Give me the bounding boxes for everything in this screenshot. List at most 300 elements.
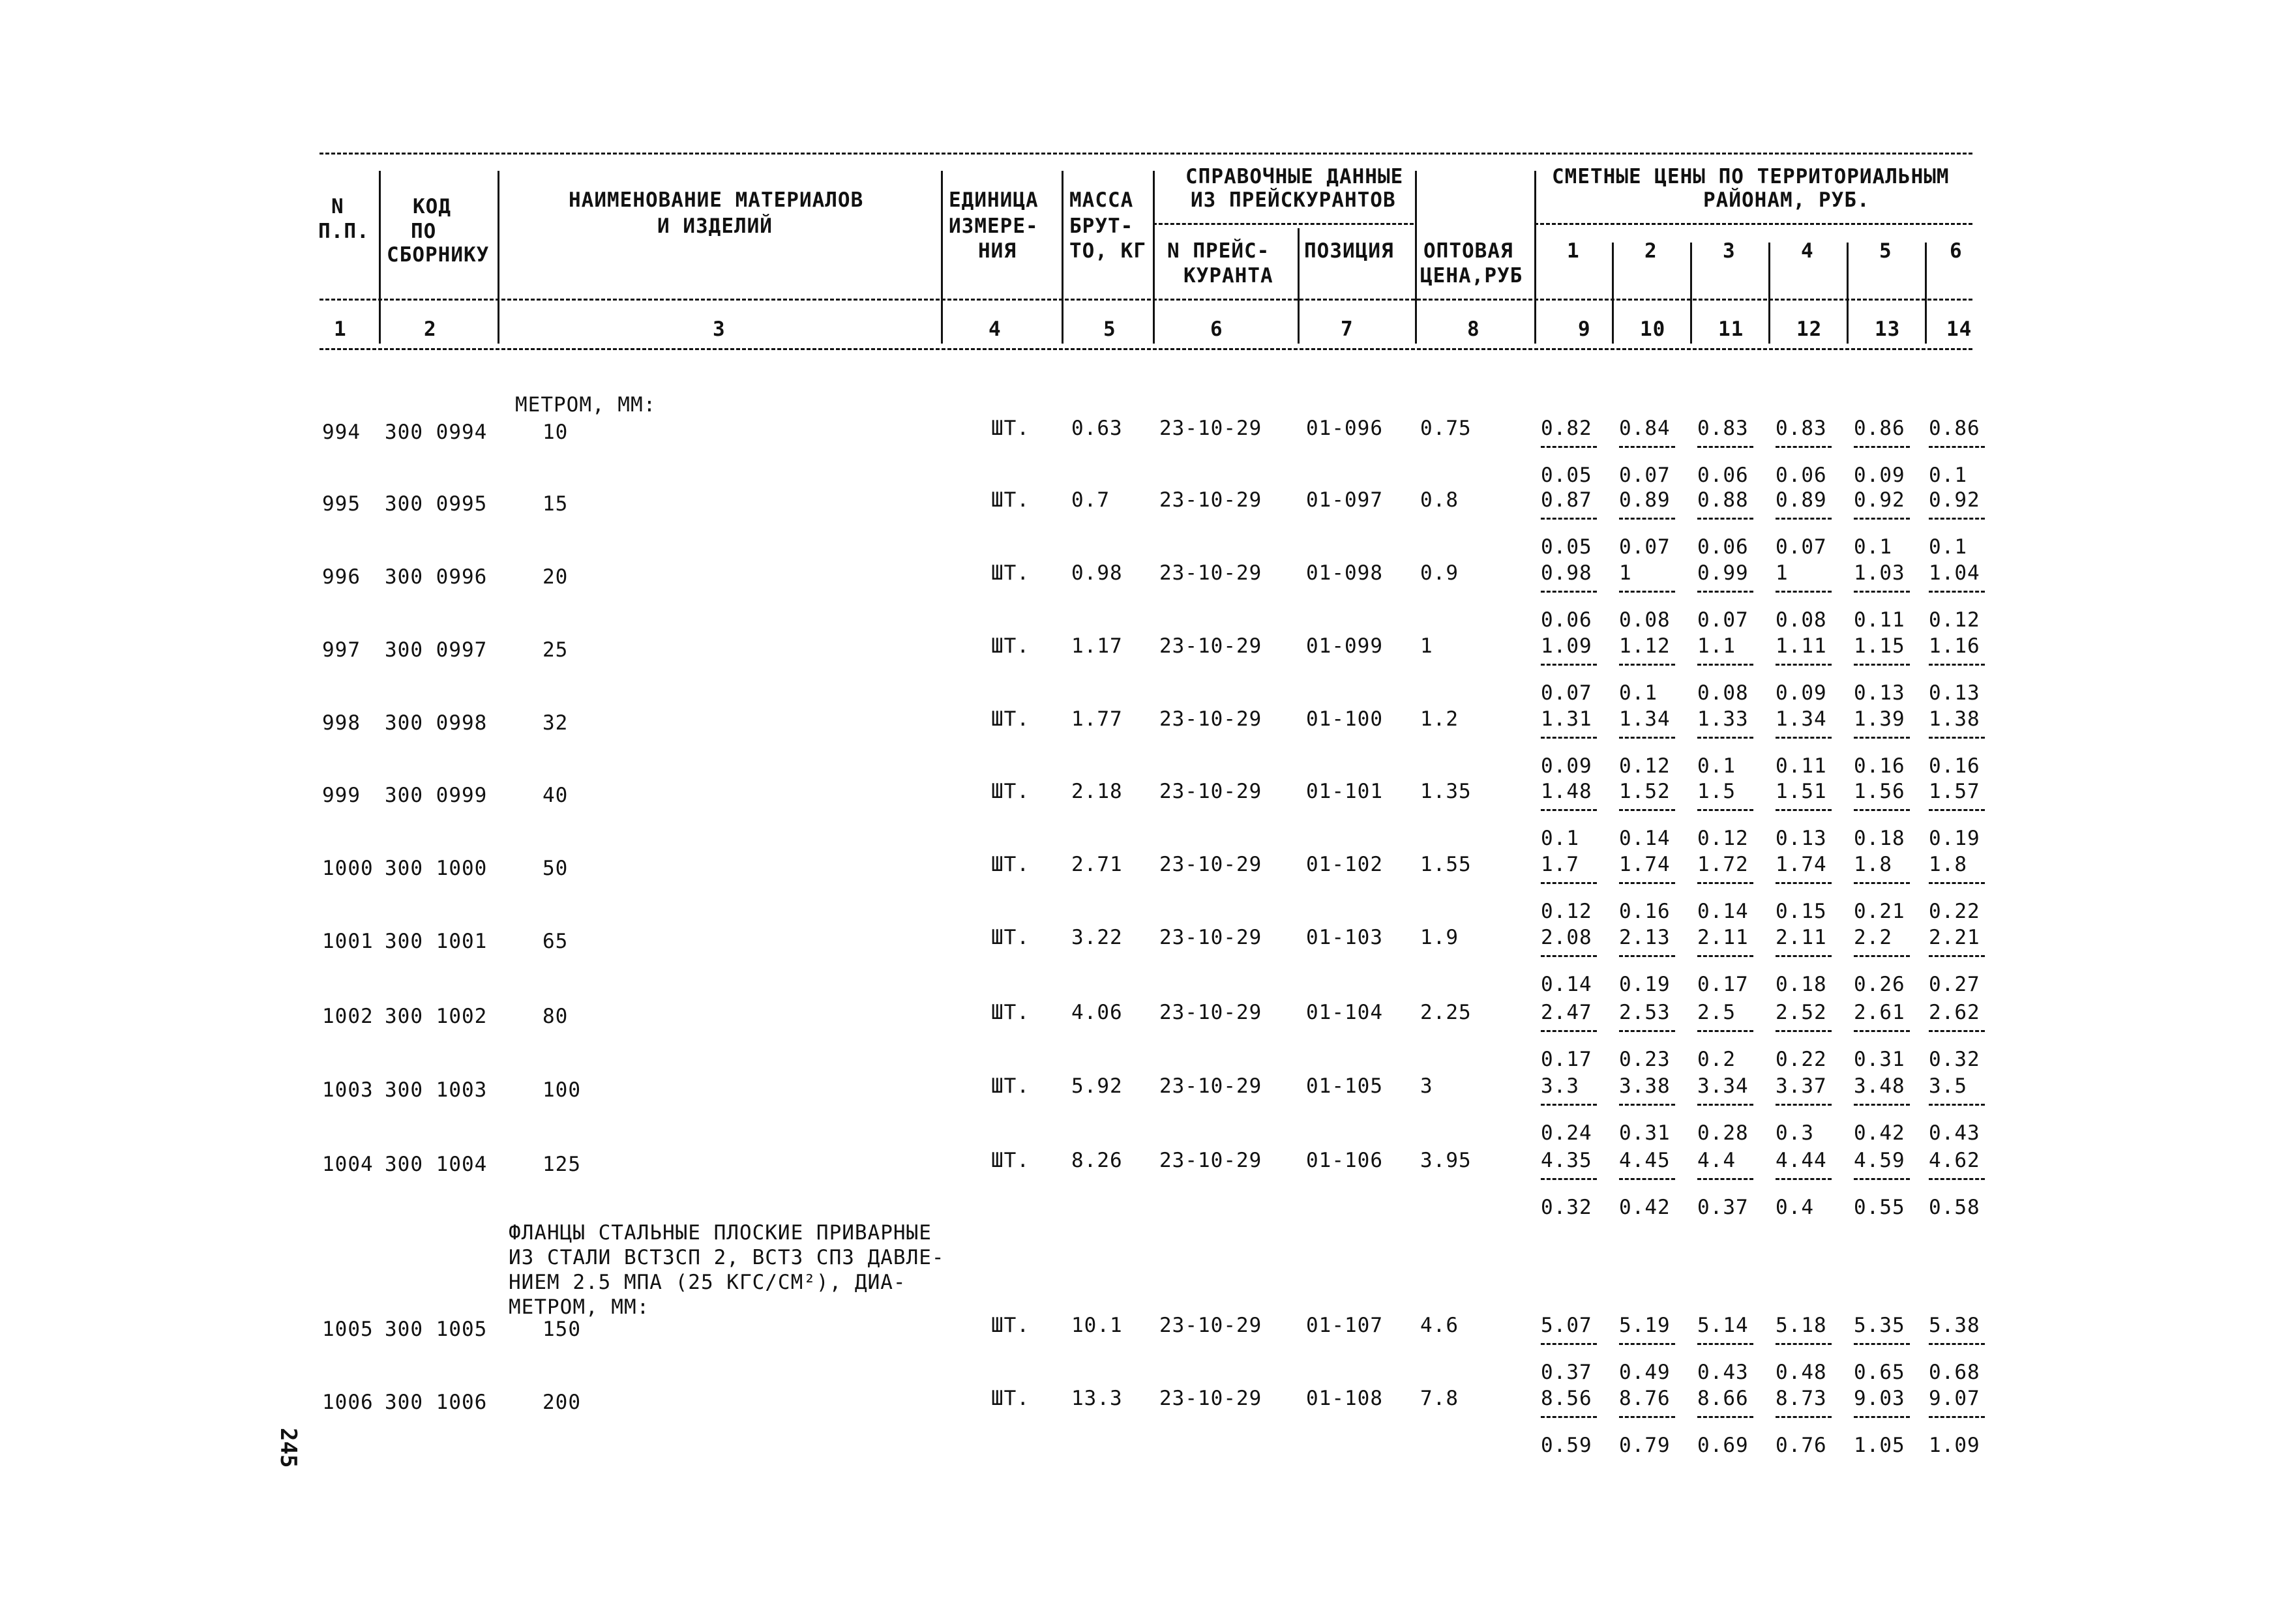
cell-wholesale: 1.35 — [1420, 780, 1472, 803]
header-n: N — [331, 195, 344, 218]
cell-price: 1.52 — [1619, 780, 1671, 803]
fraction-rule — [1776, 1030, 1832, 1032]
cell-price: 1.7 — [1541, 853, 1579, 876]
fraction-rule — [1929, 1416, 1985, 1418]
cell-price: 2.11 — [1697, 926, 1749, 949]
cell-number: 1004 — [322, 1153, 374, 1176]
fraction-rule — [1776, 1178, 1832, 1180]
cell-price-sub: 0.28 — [1697, 1121, 1749, 1145]
header-unit-sub2: НИЯ — [978, 239, 1017, 263]
cell-name: 125 — [543, 1153, 581, 1176]
cell-code: 300 0999 — [385, 784, 488, 807]
column-number: 10 — [1640, 317, 1666, 341]
cell-price-sub: 0.08 — [1619, 608, 1671, 632]
cell-price-sub: 0.55 — [1854, 1196, 1905, 1219]
cell-price: 1.34 — [1619, 707, 1671, 731]
fraction-rule — [1619, 1343, 1675, 1345]
header-region: 2 — [1644, 239, 1658, 263]
cell-price: 2.61 — [1854, 1001, 1905, 1024]
header-inner-rule — [1153, 223, 1414, 225]
cell-position: 01-108 — [1306, 1387, 1383, 1410]
cell-mass: 2.71 — [1071, 853, 1123, 876]
cell-price: 0.98 — [1541, 561, 1592, 585]
cell-name: 32 — [543, 711, 569, 735]
cell-code: 300 1000 — [385, 857, 488, 880]
cell-wholesale: 7.8 — [1420, 1387, 1459, 1410]
cell-unit: ШТ. — [991, 1314, 1030, 1337]
header-divider — [941, 171, 943, 344]
cell-pricelist: 23-10-29 — [1159, 561, 1262, 585]
cell-price: 3.34 — [1697, 1074, 1749, 1098]
fraction-rule — [1854, 955, 1910, 957]
fraction-rule — [1697, 737, 1753, 739]
cell-price: 1.31 — [1541, 707, 1592, 731]
cell-mass: 10.1 — [1071, 1314, 1123, 1337]
cell-price: 9.07 — [1929, 1387, 1980, 1410]
cell-price: 1.1 — [1697, 634, 1736, 658]
cell-price-sub: 0.69 — [1697, 1434, 1749, 1457]
fraction-rule — [1619, 1030, 1675, 1032]
cell-wholesale: 1.55 — [1420, 853, 1472, 876]
fraction-rule — [1541, 1416, 1597, 1418]
fraction-rule — [1619, 446, 1675, 448]
cell-position: 01-107 — [1306, 1314, 1383, 1337]
cell-price: 2.08 — [1541, 926, 1592, 949]
cell-pricelist: 23-10-29 — [1159, 1074, 1262, 1098]
header-name-sub: И ИЗДЕЛИЙ — [657, 214, 773, 238]
cell-price: 1.51 — [1776, 780, 1827, 803]
fraction-rule — [1776, 955, 1832, 957]
cell-price-sub: 0.09 — [1776, 681, 1827, 705]
cell-code: 300 1005 — [385, 1318, 488, 1341]
cell-price-sub: 0.13 — [1776, 827, 1827, 850]
header-divider — [1847, 243, 1849, 344]
cell-price: 4.4 — [1697, 1149, 1736, 1172]
cell-name: 10 — [543, 421, 569, 444]
cell-price: 1.38 — [1929, 707, 1980, 731]
fraction-rule — [1619, 809, 1675, 811]
cell-price: 0.88 — [1697, 488, 1749, 512]
fraction-rule — [1854, 591, 1910, 593]
cell-position: 01-103 — [1306, 926, 1383, 949]
cell-pricelist: 23-10-29 — [1159, 1001, 1262, 1024]
cell-unit: ШТ. — [991, 926, 1030, 949]
cell-price: 5.38 — [1929, 1314, 1980, 1337]
header-divider — [1298, 228, 1300, 344]
cell-pricelist: 23-10-29 — [1159, 1387, 1262, 1410]
cell-price-sub: 0.16 — [1619, 900, 1671, 923]
cell-price: 0.82 — [1541, 417, 1592, 440]
fraction-rule — [1929, 1030, 1985, 1032]
cell-price-sub: 0.23 — [1619, 1048, 1671, 1071]
cell-number: 1006 — [322, 1391, 374, 1414]
cell-wholesale: 1.2 — [1420, 707, 1459, 731]
cell-wholesale: 0.9 — [1420, 561, 1459, 585]
column-number: 13 — [1875, 317, 1901, 341]
fraction-rule — [1619, 591, 1675, 593]
fraction-rule — [1619, 664, 1675, 666]
fraction-rule — [1541, 809, 1597, 811]
column-number: 12 — [1796, 317, 1822, 341]
cell-price: 4.44 — [1776, 1149, 1827, 1172]
cell-price: 1.04 — [1929, 561, 1980, 585]
cell-mass: 0.98 — [1071, 561, 1123, 585]
cell-unit: ШТ. — [991, 488, 1030, 512]
cell-price: 4.59 — [1854, 1149, 1905, 1172]
cell-wholesale: 1.9 — [1420, 926, 1459, 949]
cell-code: 300 0995 — [385, 492, 488, 516]
cell-price-sub: 0.07 — [1697, 608, 1749, 632]
cell-position: 01-097 — [1306, 488, 1383, 512]
fraction-rule — [1929, 591, 1985, 593]
fraction-rule — [1697, 664, 1753, 666]
cell-price-sub: 1.05 — [1854, 1434, 1905, 1457]
cell-position: 01-105 — [1306, 1074, 1383, 1098]
column-number: 5 — [1103, 317, 1116, 341]
fraction-rule — [1776, 591, 1832, 593]
header-divider — [1612, 243, 1614, 344]
header-prices: СМЕТНЫЕ ЦЕНЫ ПО ТЕРРИТОРИАЛЬНЫМ — [1552, 165, 1950, 188]
cell-price-sub: 0.18 — [1854, 827, 1905, 850]
cell-pricelist: 23-10-29 — [1159, 417, 1262, 440]
fraction-rule — [1541, 591, 1597, 593]
cell-price-sub: 0.19 — [1929, 827, 1980, 850]
cell-price-sub: 0.1 — [1541, 827, 1579, 850]
cell-price: 0.87 — [1541, 488, 1592, 512]
cell-price-sub: 0.1 — [1854, 535, 1892, 559]
cell-price: 3.38 — [1619, 1074, 1671, 1098]
cell-price-sub: 0.09 — [1541, 754, 1592, 778]
cell-position: 01-096 — [1306, 417, 1383, 440]
cell-price-sub: 0.19 — [1619, 973, 1671, 996]
header-region: 1 — [1567, 239, 1580, 263]
cell-number: 995 — [322, 492, 361, 516]
cell-price: 4.45 — [1619, 1149, 1671, 1172]
header-divider — [1153, 171, 1155, 344]
column-number: 2 — [424, 317, 437, 341]
cell-unit: ШТ. — [991, 1074, 1030, 1098]
fraction-rule — [1619, 955, 1675, 957]
header-top-rule — [320, 153, 1972, 155]
cell-price: 1.74 — [1619, 853, 1671, 876]
cell-price: 1 — [1776, 561, 1789, 585]
cell-pricelist: 23-10-29 — [1159, 926, 1262, 949]
cell-name: 150 — [543, 1318, 581, 1341]
cell-name: 50 — [543, 857, 569, 880]
cell-code: 300 0994 — [385, 421, 488, 444]
fraction-rule — [1541, 1343, 1597, 1345]
cell-price-sub: 0.32 — [1541, 1196, 1592, 1219]
cell-price-sub: 0.12 — [1929, 608, 1980, 632]
cell-name: 80 — [543, 1005, 569, 1028]
cell-price: 0.83 — [1776, 417, 1827, 440]
cell-mass: 5.92 — [1071, 1074, 1123, 1098]
cell-wholesale: 2.25 — [1420, 1001, 1472, 1024]
cell-price: 2.13 — [1619, 926, 1671, 949]
cell-price: 2.21 — [1929, 926, 1980, 949]
fraction-rule — [1619, 1104, 1675, 1106]
header-pricelist: N ПРЕЙС- — [1167, 239, 1270, 263]
cell-price-sub: 0.4 — [1776, 1196, 1814, 1219]
header-mass-sub2: ТО, КГ — [1069, 239, 1146, 263]
cell-pricelist: 23-10-29 — [1159, 707, 1262, 731]
cell-price-sub: 0.05 — [1541, 464, 1592, 487]
cell-position: 01-104 — [1306, 1001, 1383, 1024]
cell-number: 996 — [322, 565, 361, 589]
cell-number: 1002 — [322, 1005, 374, 1028]
cell-unit: ШТ. — [991, 1387, 1030, 1410]
cell-mass: 1.77 — [1071, 707, 1123, 731]
cell-number: 1003 — [322, 1078, 374, 1102]
fraction-rule — [1854, 1178, 1910, 1180]
cell-wholesale: 4.6 — [1420, 1314, 1459, 1337]
fraction-rule — [1697, 591, 1753, 593]
cell-price-sub: 0.49 — [1619, 1361, 1671, 1384]
cell-price-sub: 0.14 — [1541, 973, 1592, 996]
header-region: 5 — [1879, 239, 1892, 263]
header-unit-sub: ИЗМЕРЕ- — [949, 214, 1039, 238]
fraction-rule — [1697, 1104, 1753, 1106]
cell-number: 997 — [322, 638, 361, 662]
cell-price-sub: 0.05 — [1541, 535, 1592, 559]
fraction-rule — [1854, 737, 1910, 739]
fraction-rule — [1541, 1104, 1597, 1106]
header-divider — [498, 171, 499, 344]
cell-price-sub: 0.37 — [1541, 1361, 1592, 1384]
fraction-rule — [1854, 1343, 1910, 1345]
fraction-rule — [1697, 955, 1753, 957]
cell-number: 994 — [322, 421, 361, 444]
cell-price: 1 — [1619, 561, 1632, 585]
cell-price-sub: 0.06 — [1776, 464, 1827, 487]
cell-price: 1.8 — [1929, 853, 1967, 876]
fraction-rule — [1541, 664, 1597, 666]
cell-name: 20 — [543, 565, 569, 589]
fraction-rule — [1929, 955, 1985, 957]
cell-pricelist: 23-10-29 — [1159, 853, 1262, 876]
header-unit: ЕДИНИЦА — [949, 188, 1039, 212]
cell-price-sub: 0.48 — [1776, 1361, 1827, 1384]
fraction-rule — [1541, 1178, 1597, 1180]
cell-price-sub: 0.37 — [1697, 1196, 1749, 1219]
fraction-rule — [1854, 446, 1910, 448]
cell-unit: ШТ. — [991, 1149, 1030, 1172]
cell-unit: ШТ. — [991, 853, 1030, 876]
cell-unit: ШТ. — [991, 561, 1030, 585]
fraction-rule — [1697, 518, 1753, 520]
header-inner-rule — [1534, 223, 1972, 225]
cell-price-sub: 0.43 — [1929, 1121, 1980, 1145]
cell-mass: 1.17 — [1071, 634, 1123, 658]
cell-price: 0.92 — [1929, 488, 1980, 512]
cell-wholesale: 3 — [1420, 1074, 1433, 1098]
header-pricelist-sub: КУРАНТА — [1183, 264, 1273, 288]
cell-price-sub: 0.13 — [1929, 681, 1980, 705]
header-reference: СПРАВОЧНЫЕ ДАННЫЕ — [1185, 165, 1404, 188]
cell-price-sub: 0.15 — [1776, 900, 1827, 923]
fraction-rule — [1697, 809, 1753, 811]
column-number: 1 — [334, 317, 347, 341]
cell-price: 8.56 — [1541, 1387, 1592, 1410]
cell-price: 1.33 — [1697, 707, 1749, 731]
cell-price-sub: 0.76 — [1776, 1434, 1827, 1457]
cell-mass: 0.63 — [1071, 417, 1123, 440]
cell-price-sub: 0.07 — [1541, 681, 1592, 705]
fraction-rule — [1929, 882, 1985, 884]
cell-price: 1.16 — [1929, 634, 1980, 658]
cell-position: 01-101 — [1306, 780, 1383, 803]
header-code-sub: ПО — [411, 220, 437, 243]
fraction-rule — [1619, 882, 1675, 884]
cell-price: 1.5 — [1697, 780, 1736, 803]
section-heading: МЕТРОМ, ММ: — [515, 393, 657, 417]
fraction-rule — [1697, 1343, 1753, 1345]
header-reference-sub: ИЗ ПРЕЙСКУРАНТОВ — [1191, 188, 1396, 212]
fraction-rule — [1854, 809, 1910, 811]
header-divider — [1768, 243, 1770, 344]
cell-code: 300 1006 — [385, 1391, 488, 1414]
cell-pricelist: 23-10-29 — [1159, 1149, 1262, 1172]
fraction-rule — [1854, 1416, 1910, 1418]
cell-price: 5.19 — [1619, 1314, 1671, 1337]
cell-price: 1.09 — [1541, 634, 1592, 658]
cell-position: 01-099 — [1306, 634, 1383, 658]
cell-name: 25 — [543, 638, 569, 662]
header-mass: МАССА — [1069, 188, 1134, 212]
cell-number: 1005 — [322, 1318, 374, 1341]
fraction-rule — [1854, 1104, 1910, 1106]
cell-pricelist: 23-10-29 — [1159, 488, 1262, 512]
cell-price-sub: 0.11 — [1854, 608, 1905, 632]
cell-price-sub: 0.31 — [1854, 1048, 1905, 1071]
header-region: 4 — [1801, 239, 1814, 263]
cell-price-sub: 0.06 — [1541, 608, 1592, 632]
cell-price-sub: 0.42 — [1854, 1121, 1905, 1145]
cell-price-sub: 0.08 — [1776, 608, 1827, 632]
cell-position: 01-102 — [1306, 853, 1383, 876]
column-number: 8 — [1467, 317, 1480, 341]
cell-mass: 3.22 — [1071, 926, 1123, 949]
cell-price-sub: 0.06 — [1697, 464, 1749, 487]
cell-price-sub: 0.14 — [1697, 900, 1749, 923]
cell-price-sub: 0.08 — [1697, 681, 1749, 705]
header-wholesale-sub: ЦЕНА,РУБ — [1420, 264, 1523, 288]
fraction-rule — [1619, 1416, 1675, 1418]
cell-unit: ШТ. — [991, 780, 1030, 803]
cell-price-sub: 0.21 — [1854, 900, 1905, 923]
header-divider — [379, 171, 381, 344]
cell-price-sub: 0.58 — [1929, 1196, 1980, 1219]
cell-unit: ШТ. — [991, 634, 1030, 658]
header-bottom-rule — [320, 348, 1972, 350]
cell-price-sub: 0.07 — [1619, 535, 1671, 559]
cell-price-sub: 1.09 — [1929, 1434, 1980, 1457]
cell-wholesale: 0.75 — [1420, 417, 1472, 440]
section-heading-line: МЕТРОМ, ММ: — [509, 1295, 650, 1319]
cell-price: 8.66 — [1697, 1387, 1749, 1410]
fraction-rule — [1854, 664, 1910, 666]
cell-price: 2.62 — [1929, 1001, 1980, 1024]
cell-price-sub: 0.2 — [1697, 1048, 1736, 1071]
fraction-rule — [1776, 664, 1832, 666]
cell-price-sub: 0.16 — [1929, 754, 1980, 778]
cell-price: 0.99 — [1697, 561, 1749, 585]
cell-name: 200 — [543, 1391, 581, 1414]
header-divider — [1925, 243, 1927, 344]
cell-pricelist: 23-10-29 — [1159, 780, 1262, 803]
fraction-rule — [1697, 1178, 1753, 1180]
cell-code: 300 1001 — [385, 930, 488, 953]
cell-price: 1.15 — [1854, 634, 1905, 658]
cell-price: 2.11 — [1776, 926, 1827, 949]
cell-price: 2.53 — [1619, 1001, 1671, 1024]
cell-price-sub: 0.11 — [1776, 754, 1827, 778]
cell-price: 2.47 — [1541, 1001, 1592, 1024]
fraction-rule — [1776, 882, 1832, 884]
cell-price-sub: 0.1 — [1619, 681, 1658, 705]
cell-code: 300 0997 — [385, 638, 488, 662]
column-number: 6 — [1210, 317, 1223, 341]
header-code-sub2: СБОРНИКУ — [387, 243, 490, 267]
column-number: 11 — [1718, 317, 1744, 341]
header-name: НАИМЕНОВАНИЕ МАТЕРИАЛОВ — [569, 188, 864, 212]
section-heading-line: ФЛАНЦЫ СТАЛЬНЫЕ ПЛОСКИЕ ПРИВАРНЫЕ — [509, 1221, 932, 1245]
cell-price: 9.03 — [1854, 1387, 1905, 1410]
fraction-rule — [1541, 1030, 1597, 1032]
fraction-rule — [1697, 882, 1753, 884]
cell-number: 999 — [322, 784, 361, 807]
cell-price-sub: 0.1 — [1929, 535, 1967, 559]
cell-price-sub: 0.14 — [1619, 827, 1671, 850]
page-number: 245 — [275, 1428, 301, 1468]
header-n-sub: П.П. — [318, 220, 370, 243]
cell-price: 0.83 — [1697, 417, 1749, 440]
fraction-rule — [1619, 1178, 1675, 1180]
fraction-rule — [1854, 882, 1910, 884]
fraction-rule — [1541, 955, 1597, 957]
cell-price: 1.11 — [1776, 634, 1827, 658]
cell-code: 300 1002 — [385, 1005, 488, 1028]
cell-code: 300 0996 — [385, 565, 488, 589]
fraction-rule — [1619, 737, 1675, 739]
header-mass-sub: БРУТ- — [1069, 214, 1134, 238]
header-wholesale: ОПТОВАЯ — [1423, 239, 1513, 263]
fraction-rule — [1929, 664, 1985, 666]
column-number: 7 — [1341, 317, 1354, 341]
cell-wholesale: 1 — [1420, 634, 1433, 658]
cell-price: 0.89 — [1776, 488, 1827, 512]
cell-mass: 0.7 — [1071, 488, 1110, 512]
cell-price: 0.86 — [1854, 417, 1905, 440]
cell-price: 1.56 — [1854, 780, 1905, 803]
cell-price: 0.84 — [1619, 417, 1671, 440]
cell-unit: ШТ. — [991, 417, 1030, 440]
cell-price: 1.12 — [1619, 634, 1671, 658]
fraction-rule — [1929, 1104, 1985, 1106]
cell-price: 1.03 — [1854, 561, 1905, 585]
cell-price-sub: 0.12 — [1697, 827, 1749, 850]
cell-position: 01-106 — [1306, 1149, 1383, 1172]
section-heading-line: ИЗ СТАЛИ ВСТ3СП 2, ВСТ3 СП3 ДАВЛЕ- — [509, 1246, 945, 1269]
cell-price-sub: 0.27 — [1929, 973, 1980, 996]
cell-price: 2.2 — [1854, 926, 1892, 949]
cell-name: 100 — [543, 1078, 581, 1102]
cell-price-sub: 0.3 — [1776, 1121, 1814, 1145]
fraction-rule — [1776, 1343, 1832, 1345]
cell-price-sub: 0.06 — [1697, 535, 1749, 559]
cell-price: 3.5 — [1929, 1074, 1967, 1098]
fraction-rule — [1541, 446, 1597, 448]
